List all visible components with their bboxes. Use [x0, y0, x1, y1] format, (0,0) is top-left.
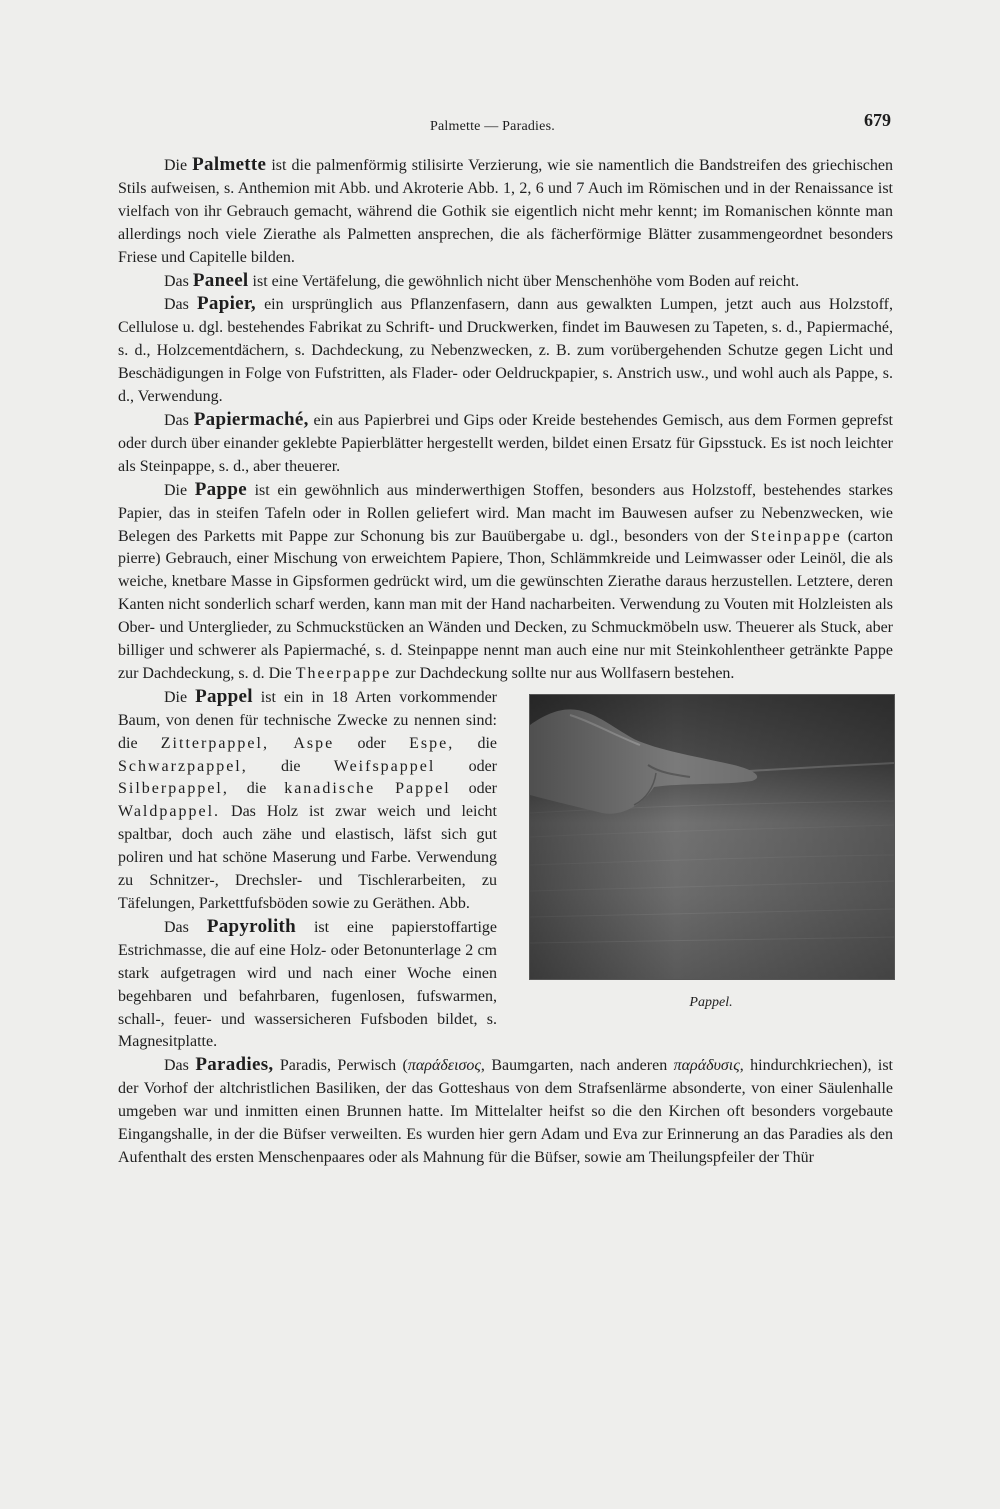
- headword-palmette: Palmette: [192, 154, 267, 175]
- headword-papyrolith: Papyrolith: [206, 915, 297, 937]
- entry-palmette: Die Palmette ist die palmenförmig stilisirte Verzierung, wie sie namentlich die Bandstreifen des griechischen Stils aufweisen, s. Anthemion mit Abb. und Akroterie Abb. 1, 2, 6 und 7 Auch im Römischen und in der Renaissance ist vielfach von ihr Gebrauch gemacht, während die Gothik sie eigentlich nicht mehr kennt; im Romanischen könnte man allerdings noch viele Zierathe als Palmetten ansprechen, die als fächerförmige Blätter zusammengeordnet besonders Friese und Capitelle bilden.: [118, 154, 893, 266]
- figure-caption: Pappel.: [689, 994, 733, 1010]
- entry-pappe: Die Pappe ist ein gewöhnlich aus minderwerthigen Stoffen, besonders aus Holzstoff, bestehendes starkes Papier, das in steifen Tafeln oder in Rollen geliefert wird. Man macht im Bauwesen aufser zu Nebenzwecken, wie Belegen des Parketts mit Pappe zur Schonung bis zur Bauübergabe u. dgl., besonders von der Steinpappe (carton pierre) Gebrauch, einer Mischung von erweichtem Papiere, Thon, Schlämmkreide und Leimwasser oder Leinöl, die als weiche, knetbare Masse in Gipsformen gedrückt wird, um die gewünschten Zierathe daraus herzustellen. Letztere, deren Kanten nicht sonderlich scharf werden, kann man mit der Hand nacharbeiten. Verwendung zu Vouten mit Holzleisten als Ober- und Unterglieder, zu Schmuckstücken an Wänden und Decken, zu Schmuckmöbeln usw. Theuerer als Stuck, aber billiger und schwerer als Papiermaché, s. d. Steinpappe nennt man auch eine nur mit Steinkohlentheer getränkte Pappe zur Dachdeckung, s. d. Die Theerpappe zur Dachdeckung sollte nur aus Wollfasern bestehen.: [118, 478, 893, 682]
- entry-papiermache: Das Papiermaché, ein aus Papierbrei und Gips oder Kreide bestehendes Gemisch, aus dem Formen geprefst oder durch über einander geklebte Papierblätter hergestellt werden, bildet einen Ersatz für Gipsstuck. Es ist noch leichter als Steinpappe, s. d., aber theuerer.: [118, 408, 894, 475]
- entry-papier: Das Papier, ein ursprünglich aus Pflanzenfasern, dann aus gewalkten Lumpen, jetzt auch aus Holzstoff, Cellulose u. dgl. bestehendes Fabrikat zu Schrift- und Druckwerken, findet im Bauwesen zu Tapeten, s. d., Papiermaché, s. d., Holzcementdächern, s. Dachdeckung, zu Nebenzwecken, z. B. zum vorübergehenden Schutze gegen Licht und Beschädigungen in Folge von Fufstritten, als Flader- oder Oeldruckpapier, s. Anstrich usw., und wohl auch als Pappe, s. d., Verwendung.: [118, 293, 893, 406]
- figure-pappel: [515, 694, 893, 1015]
- headword-paneel: Paneel: [192, 269, 249, 291]
- page-number: 679: [864, 110, 891, 130]
- headword-pappe: Pappe: [194, 478, 247, 500]
- headword-pappel: Pappel: [195, 685, 253, 707]
- body-text: [118, 154, 893, 1170]
- entry-paradies: Das Paradies, Paradis, Perwisch (παράδεισος, Baumgarten, nach anderen παράδυσις, hindurchkriechen), ist der Vorhof der altchristlichen Basiliken, der das Gotteshaus von dem Strafsenlärme absonderte, von einer Säulenhalle umgeben war und inmitten einen Brunnen hatte. Im Mittelalter heifst so die den Kirchen oft besonders vorgebaute Eingangshalle, in der die Büfser verweilten. Es wurden hier gern Adam und Eva zur Erinnerung an das Paradies als den Aufenthalt des ersten Menschenpaares oder als Mahnung für die Büfser, sowie am Theilungspfeiler der Thür: [118, 1054, 893, 1166]
- entry-pappel: Die Pappel ist ein in 18 Arten vorkommender Baum, von denen für technische Zwecke zu nennen sind: die Zitterpappel, Aspe oder Espe, die Schwarzpappel, die Weifspappel oder Silberpappel, die kanadische Pappel oder Waldpappel. Das Holz ist zwar weich und leicht spaltbar, doch auch zähe und elastisch, läfst sich gut poliren und hat schöne Maserung und Farbe. Verwendung zu Schnitzer-, Drechsler- und Tischlerarbeiten, zu Täfelungen, Parkettfufsböden sowie zu Geräthen. Abb.: [118, 685, 498, 912]
- running-title: Palmette — Paradies.: [430, 119, 555, 134]
- entry-paneel: Das Paneel ist eine Vertäfelung, die gewöhnlich nicht über Menschenhöhe vom Boden auf reicht.: [164, 269, 800, 291]
- poplar-wood-photo: [529, 694, 895, 980]
- headword-papiermache: Papiermaché,: [193, 408, 309, 430]
- entry-papyrolith: Das Papyrolith ist eine papierstoffartige Estrichmasse, die auf eine Holz- oder Betonunterlage 2 cm stark aufgetragen wird und nach einer Woche einen begehbaren und befahrbaren, fugenlosen, fufswarmen, schall-, feuer- und wassersicheren Fufsboden bildet, s. Magnesitplatte.: [118, 915, 497, 1051]
- headword-papier: Papier,: [197, 293, 256, 315]
- headword-paradies: Paradies,: [195, 1054, 274, 1076]
